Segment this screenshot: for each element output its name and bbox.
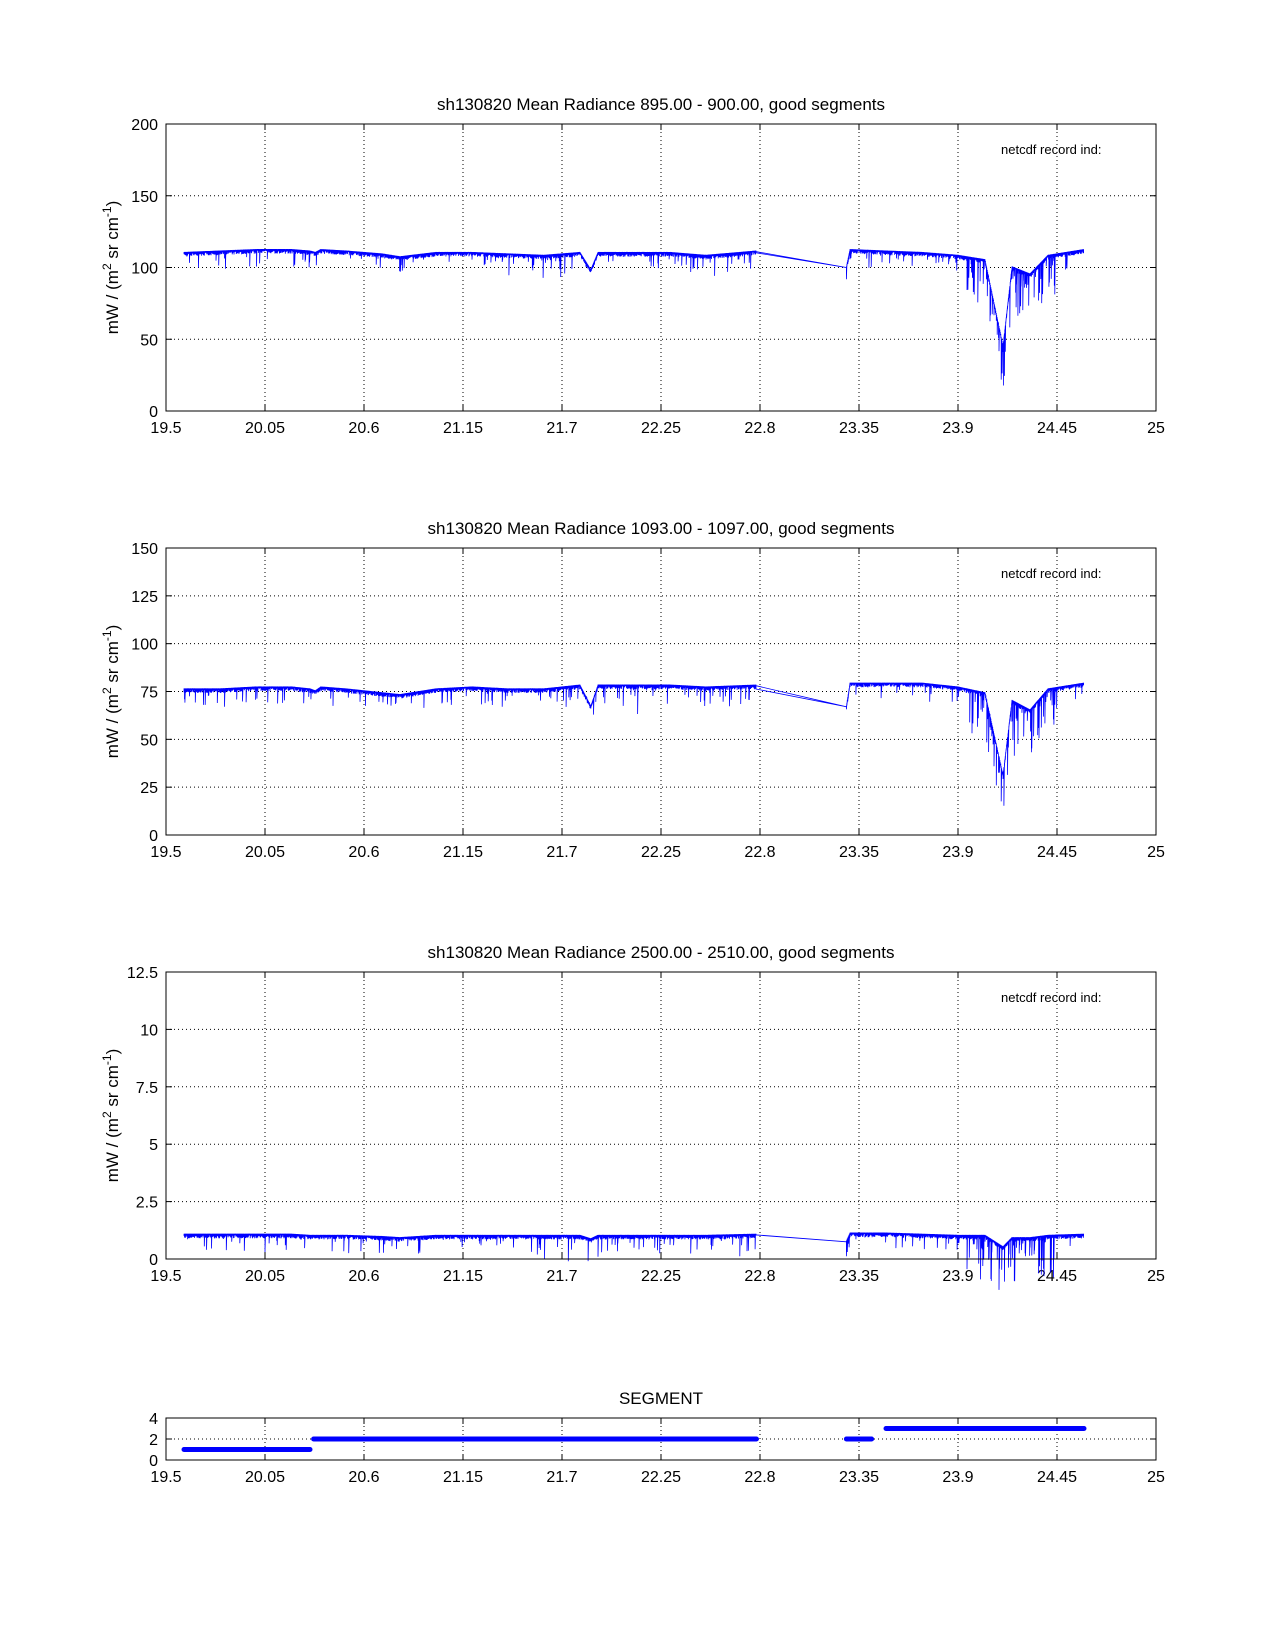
x-tick-label: 21.7 bbox=[546, 420, 578, 437]
y-axis-label-part: sr cm bbox=[103, 217, 122, 264]
y-tick-label: 100 bbox=[131, 636, 158, 654]
x-tick-label: 22.25 bbox=[640, 844, 682, 861]
y-axis-label-part: ) bbox=[103, 624, 122, 631]
y-tick-label: 75 bbox=[140, 684, 158, 702]
y-tick-label: 200 bbox=[131, 117, 158, 134]
chart-title: SEGMENT bbox=[618, 1389, 704, 1408]
x-tick-label: 23.9 bbox=[942, 420, 974, 437]
y-axis-label-part: mW / (m bbox=[103, 1118, 122, 1183]
x-tick-label: 21.15 bbox=[442, 844, 484, 861]
x-tick-label: 23.9 bbox=[942, 844, 974, 861]
chart-panel-2 bbox=[100, 519, 1165, 861]
y-tick-label: 5 bbox=[149, 1137, 158, 1155]
x-tick-label: 22.8 bbox=[744, 420, 776, 437]
x-tick-label: 20.6 bbox=[348, 1469, 380, 1486]
y-axis-label-part: mW / (m bbox=[103, 270, 122, 335]
x-tick-label: 22.8 bbox=[744, 1469, 776, 1486]
x-tick-label: 21.15 bbox=[442, 1268, 484, 1285]
y-axis-label bbox=[100, 201, 122, 335]
x-tick-label: 20.6 bbox=[348, 844, 380, 861]
x-tick-label: 21.7 bbox=[546, 1268, 578, 1285]
x-tick-label: 21.15 bbox=[442, 1469, 484, 1486]
x-tick-label: 24.45 bbox=[1036, 844, 1078, 861]
y-axis-label-part: 2 bbox=[100, 1111, 114, 1119]
y-tick-label: 0 bbox=[149, 1453, 158, 1470]
y-tick-label: 25 bbox=[140, 780, 158, 798]
chart-title: sh130820 Mean Radiance 895.00 - 900.00, good segments bbox=[437, 95, 885, 114]
y-tick-label: 0 bbox=[149, 828, 158, 845]
y-axis-label-part: ) bbox=[103, 200, 122, 207]
y-tick-label: 2.5 bbox=[135, 1194, 158, 1212]
x-tick-label: 24.45 bbox=[1036, 420, 1078, 437]
y-axis-label-part: -1 bbox=[100, 1054, 114, 1066]
x-tick-label: 22.25 bbox=[640, 1469, 682, 1486]
y-axis-label-part: -1 bbox=[100, 206, 114, 218]
y-tick-label: 150 bbox=[131, 541, 158, 558]
y-tick-label: 125 bbox=[131, 588, 158, 606]
y-tick-label: 50 bbox=[140, 332, 158, 350]
y-tick-label: 50 bbox=[140, 732, 158, 750]
x-tick-label: 22.8 bbox=[744, 844, 776, 861]
chart-title: sh130820 Mean Radiance 2500.00 - 2510.00, good segments bbox=[427, 943, 895, 962]
x-tick-label: 22.25 bbox=[640, 1268, 682, 1285]
x-tick-label: 23.35 bbox=[838, 420, 880, 437]
chart-title: sh130820 Mean Radiance 1093.00 - 1097.00, good segments bbox=[427, 519, 895, 538]
x-tick-label: 21.15 bbox=[442, 420, 484, 437]
x-tick-label: 25 bbox=[1147, 1469, 1165, 1486]
chart-panel-3 bbox=[100, 943, 1165, 1290]
y-axis-label-part: -1 bbox=[100, 630, 114, 642]
y-axis-label-part: ) bbox=[103, 1048, 122, 1055]
x-tick-label: 25 bbox=[1147, 844, 1165, 861]
x-tick-label: 23.35 bbox=[838, 844, 880, 861]
y-axis-label-part: mW / (m bbox=[103, 694, 122, 759]
y-tick-label: 150 bbox=[131, 188, 158, 206]
record-index-note: netcdf record ind: bbox=[1001, 142, 1102, 157]
x-tick-label: 24.45 bbox=[1036, 1268, 1078, 1285]
y-axis-label-part: sr cm bbox=[103, 1065, 122, 1112]
y-tick-label: 10 bbox=[140, 1022, 158, 1040]
x-tick-label: 20.05 bbox=[244, 844, 286, 861]
x-tick-label: 20.6 bbox=[348, 420, 380, 437]
record-index-note: netcdf record ind: bbox=[1001, 566, 1102, 581]
x-tick-label: 20.6 bbox=[348, 1268, 380, 1285]
x-tick-label: 24.45 bbox=[1036, 1469, 1078, 1486]
x-tick-label: 19.5 bbox=[150, 420, 182, 437]
x-tick-label: 22.8 bbox=[744, 1268, 776, 1285]
x-tick-label: 25 bbox=[1147, 1268, 1165, 1285]
x-tick-label: 25 bbox=[1147, 420, 1165, 437]
y-tick-label: 12.5 bbox=[126, 965, 158, 982]
chart-panel-4 bbox=[149, 1389, 1165, 1486]
x-tick-label: 23.9 bbox=[942, 1469, 974, 1486]
y-tick-label: 0 bbox=[149, 1252, 158, 1269]
x-tick-label: 23.9 bbox=[942, 1268, 974, 1285]
y-axis-label-part: 2 bbox=[100, 687, 114, 695]
x-tick-label: 19.5 bbox=[150, 1268, 182, 1285]
x-tick-label: 21.7 bbox=[546, 844, 578, 861]
y-axis-label bbox=[100, 1049, 122, 1183]
x-tick-label: 20.05 bbox=[244, 1268, 286, 1285]
y-tick-label: 7.5 bbox=[135, 1079, 158, 1097]
y-tick-label: 4 bbox=[149, 1411, 158, 1428]
y-axis-label-part: sr cm bbox=[103, 641, 122, 688]
y-axis-label-part: 2 bbox=[100, 263, 114, 271]
y-tick-label: 100 bbox=[131, 260, 158, 278]
radiance-series-line bbox=[184, 249, 1084, 385]
x-tick-label: 21.7 bbox=[546, 1469, 578, 1486]
plot-frame bbox=[166, 972, 1156, 1259]
y-tick-label: 2 bbox=[149, 1432, 158, 1449]
x-tick-label: 20.05 bbox=[244, 1469, 286, 1486]
x-tick-label: 19.5 bbox=[150, 844, 182, 861]
x-tick-label: 20.05 bbox=[244, 420, 286, 437]
x-tick-label: 23.35 bbox=[838, 1469, 880, 1486]
x-tick-label: 22.25 bbox=[640, 420, 682, 437]
y-tick-label: 0 bbox=[149, 404, 158, 421]
x-tick-label: 19.5 bbox=[150, 1469, 182, 1486]
y-axis-label bbox=[100, 625, 122, 759]
record-index-note: netcdf record ind: bbox=[1001, 990, 1102, 1005]
chart-panel-1 bbox=[100, 95, 1165, 437]
x-tick-label: 23.35 bbox=[838, 1268, 880, 1285]
